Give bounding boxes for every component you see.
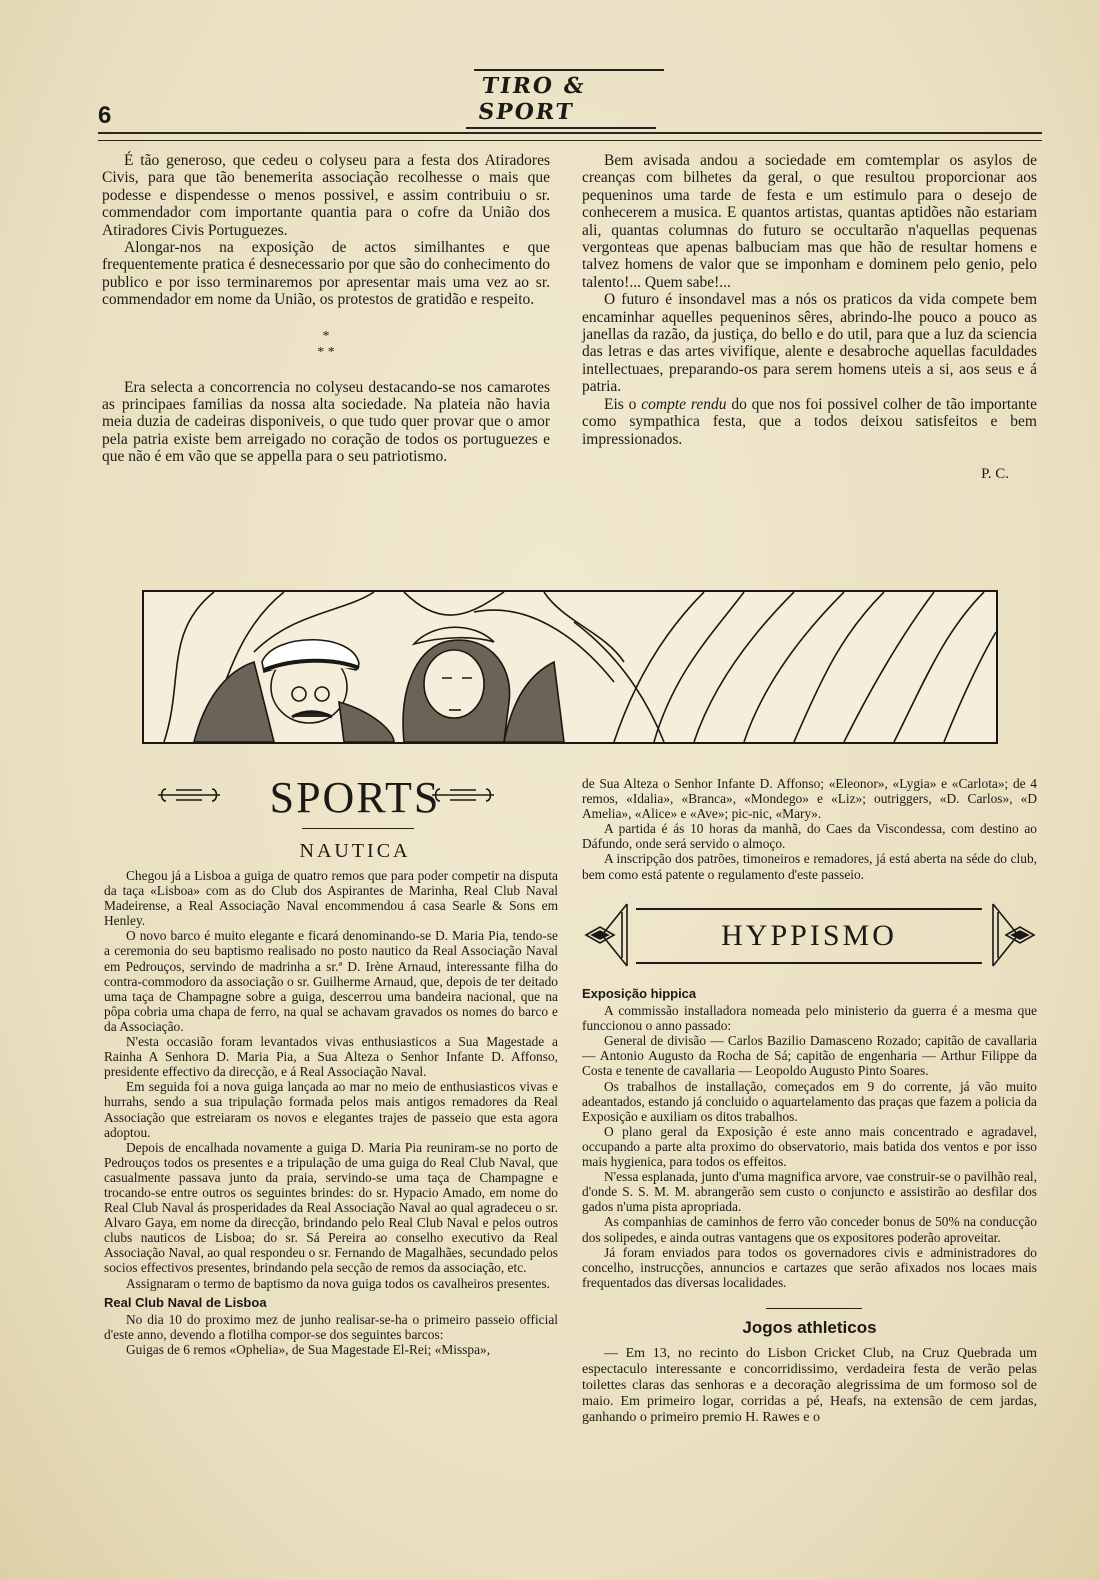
scroll-ornament-icon xyxy=(156,784,222,806)
hyppismo-column xyxy=(582,982,1037,1290)
paragraph: O futuro é insondavel mas a nós os praticos da vida compete bem encaminhar aquelles pequeninos sêres, abrindo-lhe pouco a pouco as janellas da razão, da justiça, do bello e do util, para que a luz da sciencia das letras e das artes vivifique, alente e desabroche aquellas faculdades intellectuaes, preparando-os para serem homens uteis a si, aos seus e á patria. xyxy=(582,291,1037,396)
paragraph: O novo barco é muito elegante e ficará denominando-se D. Maria Pia, tendo-se a ceremonia do seu baptismo realisado no posto nautico da Real Associação Naval em Pedrouços, servindo de madrinha a sr.ª D. Irène Arnaud, interessante filha do contra-commodoro da associação o sr. Guilherme Arnaud, que, depois de ter deitado uma taça de Champagne sobre a guiga, descerrou uma bandeira nacional, que na pôpa cobria uma chapa de ferro, na qual se achavam gravados os nomes do barco e da Associação. xyxy=(104,928,558,1034)
paragraph: N'esta occasião foram levantados vivas enthusiasticos a Sua Magestade a Rainha A Senhora D. Maria Pia, a Sua Alteza o Senhor Infante D. Affonso, presidente effectivo da direcção, e á Real Associação Naval. xyxy=(104,1034,558,1080)
sports-title: SPORTS xyxy=(269,773,441,822)
masthead-title: TIRO & SPORT xyxy=(466,69,664,129)
hyppismo-section-header xyxy=(582,902,1038,970)
paragraph: Chegou já a Lisboa a guiga de quatro remos que para poder competir na disputa da taça «Lisboa» com as do Club dos Aspirantes de Marinha, Real Club Naval Madeirense, a Real Associação Naval encommendou á casa Searle & Sons em Henley. xyxy=(104,868,558,929)
page-number: 6 xyxy=(98,102,112,129)
paragraph: Em seguida foi a nova guiga lançada ao mar no meio de enthusiasticos vivas e hurrahs, sendo a sua tripulação formada pelos mais antigos remadores da Real Associação que estreiaram os novos e elegantes trajes de passeio que esta agora adoptou. xyxy=(104,1079,558,1140)
paragraph: A commissão installadora nomeada pelo ministerio da guerra é a mesma que funccionou o anno passado: xyxy=(582,1003,1037,1034)
paragraph: Alongar-nos na exposição de actos similhantes e que frequentemente pratica é desnecessario por que são do conhecimento do publico e por isso terminaremos por apresentar mais uma vez ao sr. commendador em nome da União, os protestos de gratidão e respeito. xyxy=(102,239,550,309)
art-nouveau-drawing xyxy=(144,592,996,742)
asterism-divider: * * * xyxy=(317,328,335,360)
jogos-column xyxy=(582,1346,1037,1426)
paragraph: N'essa esplanada, junto d'uma magnifica arvore, vae construir-se o pavilhão real, d'onde S. S. M. M. abrangerão sem custo o conjuncto e assistirão ao desfilar dos gados n'uma pista apropriada. xyxy=(582,1169,1037,1215)
paragraph: General de divisão — Carlos Bazilio Damasceno Rozado; capitão de cavallaria — Antonio Augusto da Rocha de Sá; capitão de engenharia — Arthur Filippe da Costa e tenente de cavallaria — Leopoldo Augusto Pinto Soares. xyxy=(582,1033,1037,1079)
paragraph: Os trabalhos de installação, começados em 9 do corrente, já vão muito adeantados, estando já concluido o aquartelamento das praças que fazem a policia da Exposição e auxiliam os ditos trabalhos. xyxy=(582,1078,1037,1124)
article-right-column xyxy=(582,152,1037,483)
header-rule xyxy=(98,132,1042,141)
paragraph: A partida é ás 10 horas da manhã, do Caes da Viscondessa, com destino ao Dáfundo, onde será servido o almoço. xyxy=(582,821,1037,852)
decorative-illustration xyxy=(142,590,998,744)
section-heading: Exposição hippica xyxy=(582,986,697,1001)
text-run: Eis o xyxy=(604,395,642,413)
section-heading: Real Club Naval de Lisboa xyxy=(104,1294,267,1310)
italic-text: compte rendu xyxy=(641,395,727,413)
paragraph: No dia 10 do proximo mez de junho realisar-se-ha o primeiro passeio official d'este anno, devendo a flotilha compor-se dos seguintes barcos: xyxy=(104,1311,558,1342)
text-run: do que nos foi possivel colher de tão importante como sympathica festa, que a todos deixou satisfeitos e bem impressionados. xyxy=(582,395,1037,448)
paragraph xyxy=(582,396,1037,448)
paragraph: Depois de encalhada novamente a guiga D. Maria Pia reuniram-se no porto de Pedrouços todos os presentes e a tripulação de uma guiga do Real Club Naval, que casualmente passava junto da praia, servindo-se uma taça de Champagne e trocando-se entre outros os seguintes brindes: do sr. Hypacio Amado, em nome do Real Club Naval ás prosperidades da Real Associação Naval ao qual agradeceu o sr. Alvaro Gaya, em nome da direcção, brindando pelo Real Club Naval e pelos outros clubs nauticos de Lisboa; do sr. Sá Pereira ao conselho executivo da Real Associação Naval, ao qual respondeu o sr. Fernando de Magalhães, secundado pelos socios effectivos presentes, brindando pela secção de remos da associação, etc. xyxy=(104,1139,558,1276)
paragraph: É tão generoso, que cedeu o colyseu para a festa dos Atiradores Civis, para que tão benemerita associação recolhesse o mais que podesse e dispendesse o menos possivel, e assim contribuiu o sr. commendador com importante quantia para o cofre da União dos Atiradores Civis Portuguezes. xyxy=(102,152,550,239)
paragraph: As companhias de caminhos de ferro vão conceder bonus de 50% na conducção dos solipedes, e ainda outras vantagens que os expositores poderão aproveitar. xyxy=(582,1214,1037,1245)
hyppismo-title: HYPPISMO xyxy=(636,908,982,964)
paragraph: Já foram enviados para todos os governadores civis e administradores do concelho, instrucções, annuncios e cartazes que serão afixados nos locaes mais frequentados das diversas localidades. xyxy=(582,1244,1037,1290)
paragraph: de Sua Alteza o Senhor Infante D. Affonso; «Eleonor», «Lygia» e «Carlota»; de 4 remos, «Idalia», «Branca», «Mondego» e «Liz»; outriggers, «D. Carlos», «D Amelia», «Alice» e «Ave»; pic-nic, «Mary». xyxy=(582,776,1037,822)
nautica-subtitle: NAUTICA xyxy=(150,840,560,863)
ornament-icon xyxy=(582,902,632,968)
author-signature: P. C. xyxy=(981,465,1009,482)
paragraph: Assignaram o termo de baptismo da nova guiga todos os cavalheiros presentes. xyxy=(126,1275,550,1291)
paragraph: Guigas de 6 remos «Ophelia», de Sua Magestade El-Rei; «Misspa», xyxy=(126,1341,491,1357)
section-rule xyxy=(766,1308,862,1309)
masthead-logo xyxy=(470,73,660,125)
paragraph: O plano geral da Exposição é este anno mais concentrado e agradavel, occupando a parte alta proximo do observatorio, mais batida dos ventos e por isso mais hygienica, para todos os effeitos. xyxy=(582,1123,1037,1170)
nautica-column xyxy=(104,868,558,1357)
paragraph: A inscripção dos patrões, timoneiros e remadores, já está aberta na séde do club, bem como está patente o regulamento d'este passeio. xyxy=(582,851,1037,882)
paragraph: — Em 13, no recinto do Lisbon Cricket Club, na Cruz Quebrada um espectaculo interessante e concorridissimo, verdadeira festa de verão pelas toilettes claras das senhoras e a decoração alegrissima de um formoso sol de maio. Em primeiro logar, corridas a pé, Heafs, na extensão de cem jardas, ganhando o primeiro premio H. Rawes e o xyxy=(582,1346,1037,1425)
nautica-continuation-column xyxy=(582,776,1037,882)
jogos-heading: Jogos athleticos xyxy=(742,1318,877,1337)
paragraph: Era selecta a concorrencia no colyseu destacando-se nos camarotes as principaes familias da nossa alta sociedade. Na plateia não havia meia duzia de cadeiras disponiveis, o que tudo quer provar que o amor pela patria existe bem arreigado no coração de todos os portuguezes e que não é em vão que se appella para o seu patriotismo. xyxy=(102,378,550,466)
ornament-icon xyxy=(988,902,1038,968)
paragraph: Bem avisada andou a sociedade em comtemplar os asylos de creanças com bilhetes da geral, o que resultou proporcionar aos pequeninos uma tarde de festa e um estimulo para o desejo de conhecerem a musica. E quantos artistas, quantas aptidões não estariam ali, quantas columnas do futuro se occultarão n'aquellas pequenas vergonteas que apenas balbuciam mas que hão de resultar homens e talvez homens de valor que se imponham e dominem pelo genio, pelo talento!... Quem sabe!... xyxy=(582,152,1037,291)
scroll-ornament-icon xyxy=(430,784,496,806)
article-left-column xyxy=(102,152,550,466)
